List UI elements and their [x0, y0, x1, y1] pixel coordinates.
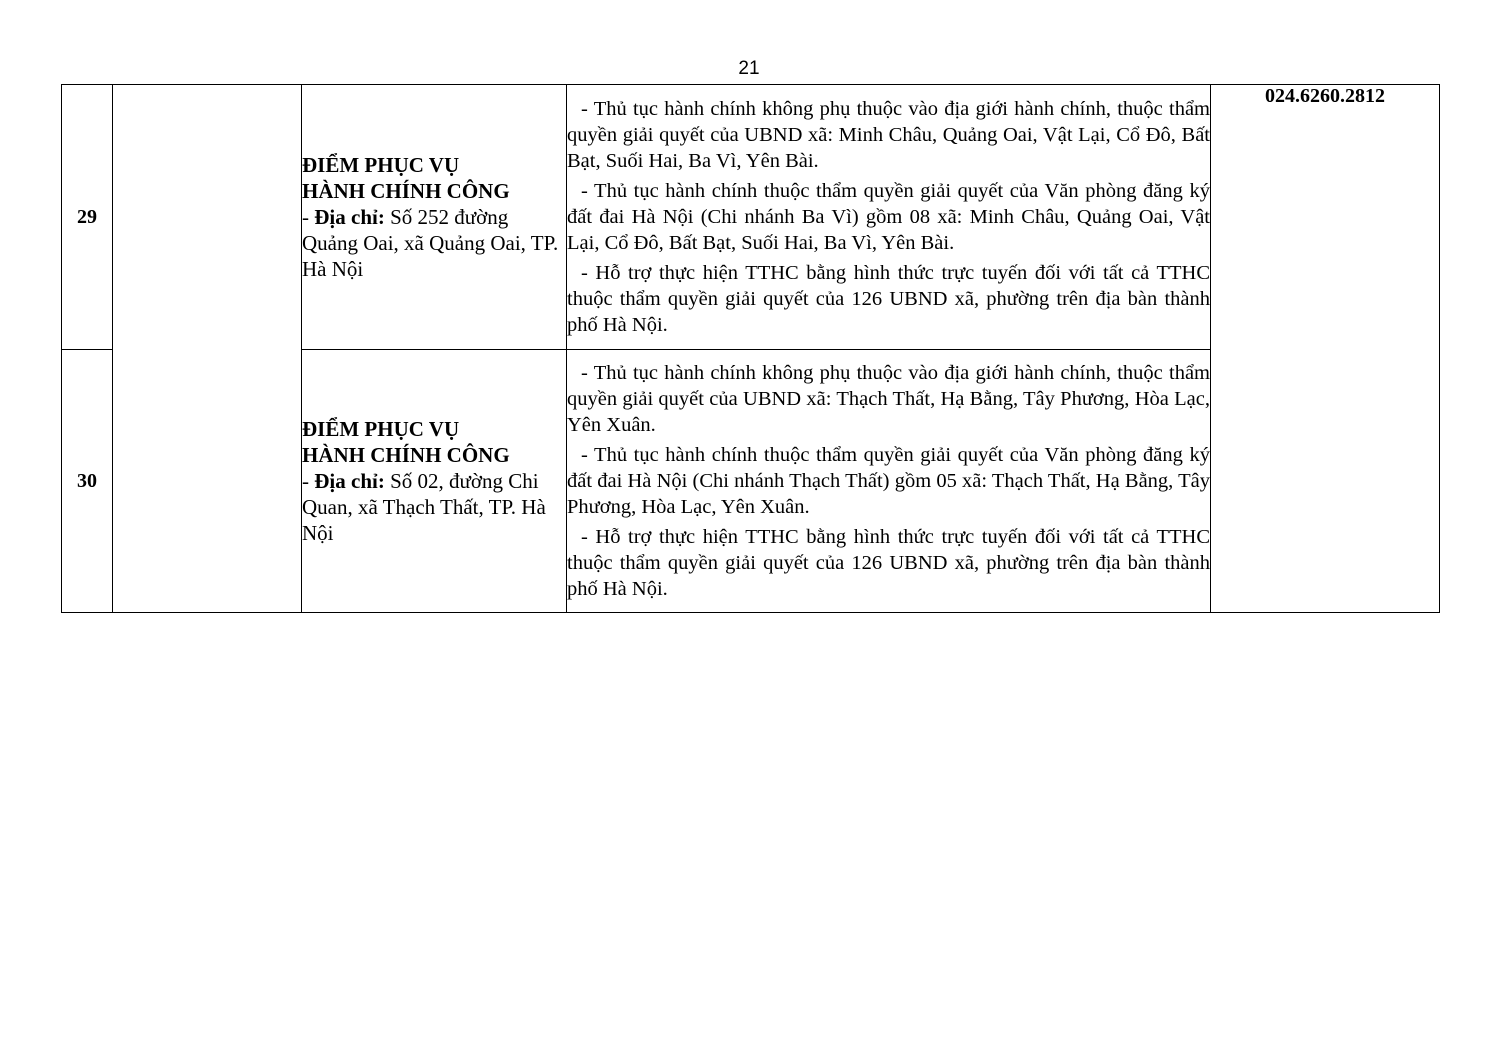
- service-point-address: [302, 204, 566, 282]
- address-prefix: -: [302, 205, 315, 229]
- address-text: Số 02, đường Chi Quan, xã Thạch Thất, TP. Hà Nội: [302, 469, 546, 545]
- procedure-item: - Thủ tục hành chính thuộc thẩm quyền giải quyết của Văn phòng đăng ký đất đai Hà Nội (Chi nhánh Thạch Thất) gồm 05 xã: Thạch Thất, Hạ Bằng, Tây Phương, Hòa Lạc, Yên Xuân.: [567, 444, 1210, 518]
- procedure-item: - Thủ tục hành chính thuộc thẩm quyền giải quyết của Văn phòng đăng ký đất đai Hà Nội (Chi nhánh Ba Vì) gồm 08 xã: Minh Châu, Quảng Oai, Vật Lại, Cổ Đô, Bất Bạt, Suối Hai, Ba Vì, Yên Bài.: [567, 180, 1210, 254]
- service-point-title-line-1: ĐIỂM PHỤC VỤ: [302, 417, 460, 441]
- service-point-title-line-2: HÀNH CHÍNH CÔNG: [302, 179, 510, 203]
- table-row: [62, 85, 1440, 350]
- row-number-cell: 30: [62, 350, 113, 613]
- procedure-item: - Thủ tục hành chính không phụ thuộc vào địa giới hành chính, thuộc thẩm quyền giải quyết của UBND xã: Minh Châu, Quảng Oai, Vật Lại, Cổ Đô, Bất Bạt, Suối Hai, Ba Vì, Yên Bài.: [567, 98, 1210, 172]
- unit-cell: [113, 85, 302, 613]
- address-text: Số 252 đường Quảng Oai, xã Quảng Oai, TP. Hà Nội: [302, 205, 559, 281]
- service-point-title-line-1: ĐIỂM PHỤC VỤ: [302, 153, 460, 177]
- page-number: 21: [738, 58, 760, 79]
- address-label: Địa chỉ:: [314, 205, 385, 229]
- service-points-table: [61, 84, 1440, 613]
- service-point-title-line-2: HÀNH CHÍNH CÔNG: [302, 443, 510, 467]
- procedure-item: - Hỗ trợ thực hiện TTHC bằng hình thức trực tuyến đối với tất cả TTHC thuộc thẩm quyền giải quyết của 126 UBND xã, phường trên địa bàn thành phố Hà Nội.: [567, 262, 1210, 336]
- service-point-address: [302, 468, 566, 546]
- address-label: Địa chỉ:: [314, 469, 385, 493]
- procedures-cell: [567, 85, 1211, 350]
- service-point-cell: [302, 85, 567, 350]
- address-prefix: -: [302, 469, 315, 493]
- hotline-cell: 024.6260.2812: [1211, 85, 1440, 613]
- procedure-item: - Hỗ trợ thực hiện TTHC bằng hình thức trực tuyến đối với tất cả TTHC thuộc thẩm quyền giải quyết của 126 UBND xã, phường trên địa bàn thành phố Hà Nội.: [567, 526, 1210, 600]
- procedures-cell: [567, 350, 1211, 613]
- service-point-cell: [302, 350, 567, 613]
- procedure-item: - Thủ tục hành chính không phụ thuộc vào địa giới hành chính, thuộc thẩm quyền giải quyết của UBND xã: Thạch Thất, Hạ Bằng, Tây Phương, Hòa Lạc, Yên Xuân.: [567, 362, 1210, 436]
- row-number-cell: 29: [62, 85, 113, 350]
